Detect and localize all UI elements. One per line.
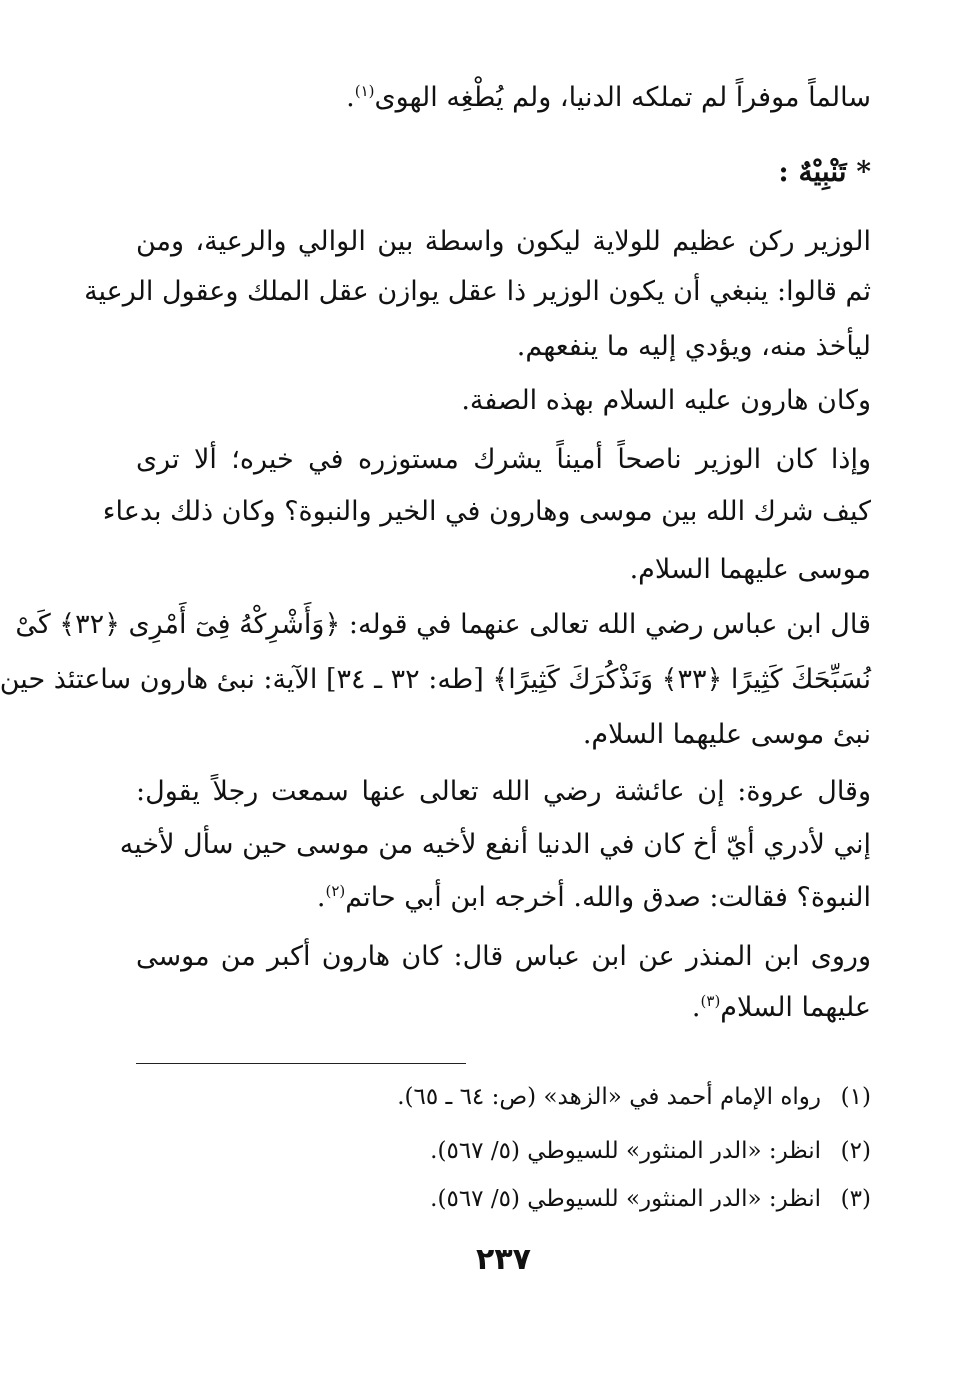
text-line-8: كيف شرك الله بين موسى وهارون في الخير والنبوة؟ وكان ذلك بدعاء <box>102 496 871 527</box>
text-line-9: موسى عليهما السلام. <box>629 554 871 585</box>
footnote-ref-1[interactable]: (١) <box>354 82 375 100</box>
text-line-6: وكان هارون عليه السلام بهذه الصفة. <box>461 385 871 416</box>
page-number: ٢٣٧ <box>476 1242 531 1277</box>
section-heading: * تَنْبِيْهٌ : <box>778 155 871 188</box>
footnote-2-number: (٢) <box>840 1138 871 1164</box>
footnote-ref-2[interactable]: (٢) <box>325 882 346 900</box>
text-line-1: سالماً موفراً لم تملكه الدنيا، ولم يُطْغِه الهوى$^{(١)}$. <box>346 82 871 113</box>
footnote-ref-3[interactable]: (٣) <box>700 992 721 1010</box>
text-line-5: ليأخذ منه، ويؤدي إليه ما ينفعهم. <box>516 331 871 362</box>
text-line-13: وقال عروة: إن عائشة رضي الله تعالى عنها سمعت رجلاً يقول: <box>136 776 871 807</box>
footnote-3-text: انظر: «الدر المنثور» للسيوطي (٥/ ٥٦٧). <box>430 1186 821 1212</box>
text-line-14: إني لأدري أيّ أخ كان في الدنيا أنفع لأخيه من موسى حين سأل لأخيه <box>119 829 871 860</box>
text-line-7: وإذا كان الوزير ناصحاً أميناً يشرك مستوزره في خيره؛ ألا ترى <box>136 444 871 475</box>
footnote-1-text: رواه الإمام أحمد في «الزهد» (ص: ٦٤ ـ ٦٥). <box>397 1084 821 1110</box>
text-line-15: النبوة؟ فقالت: صدق والله. أخرجه ابن أبي حاتم$^{(٢)}$. <box>316 882 871 913</box>
footnote-2 <box>136 1134 871 1168</box>
footnote-2-text: انظر: «الدر المنثور» للسيوطي (٥/ ٥٦٧). <box>430 1138 821 1164</box>
text-line-12: نبئ موسى عليهما السلام. <box>582 719 871 750</box>
text-line-11: نُسَبِّحَكَ كَثِيرًا ﴿٣٣﴾ وَنَذْكُرَكَ كَثِيرًا﴾ [طه: ٣٢ ـ ٣٤] الآية: نبئ هارون ساعتئذ حين <box>0 664 871 695</box>
footnote-divider <box>136 1063 466 1064</box>
footnote-3-number: (٣) <box>840 1186 871 1212</box>
footnote-1-number: (١) <box>840 1084 871 1110</box>
text-line-10: قال ابن عباس رضي الله تعالى عنهما في قوله: ﴿وَأَشْرِكْهُ فِىٓ أَمْرِى ﴿٣٢﴾ كَىْ <box>15 609 871 640</box>
text-line-17: عليهما السلام$^{(٣)}$. <box>691 992 871 1023</box>
text-line-16: وروى ابن المنذر عن ابن عباس قال: كان هارون أكبر من موسى <box>136 941 871 972</box>
footnote-3 <box>136 1182 871 1216</box>
text-line-4: ثم قالوا: ينبغي أن يكون الوزير ذا عقل يوازن عقل الملك وعقول الرعية <box>84 276 871 307</box>
footnote-1 <box>136 1080 871 1114</box>
text-line-3: الوزير ركن عظيم للولاية ليكون واسطة بين الوالي والرعية، ومن <box>136 226 871 257</box>
